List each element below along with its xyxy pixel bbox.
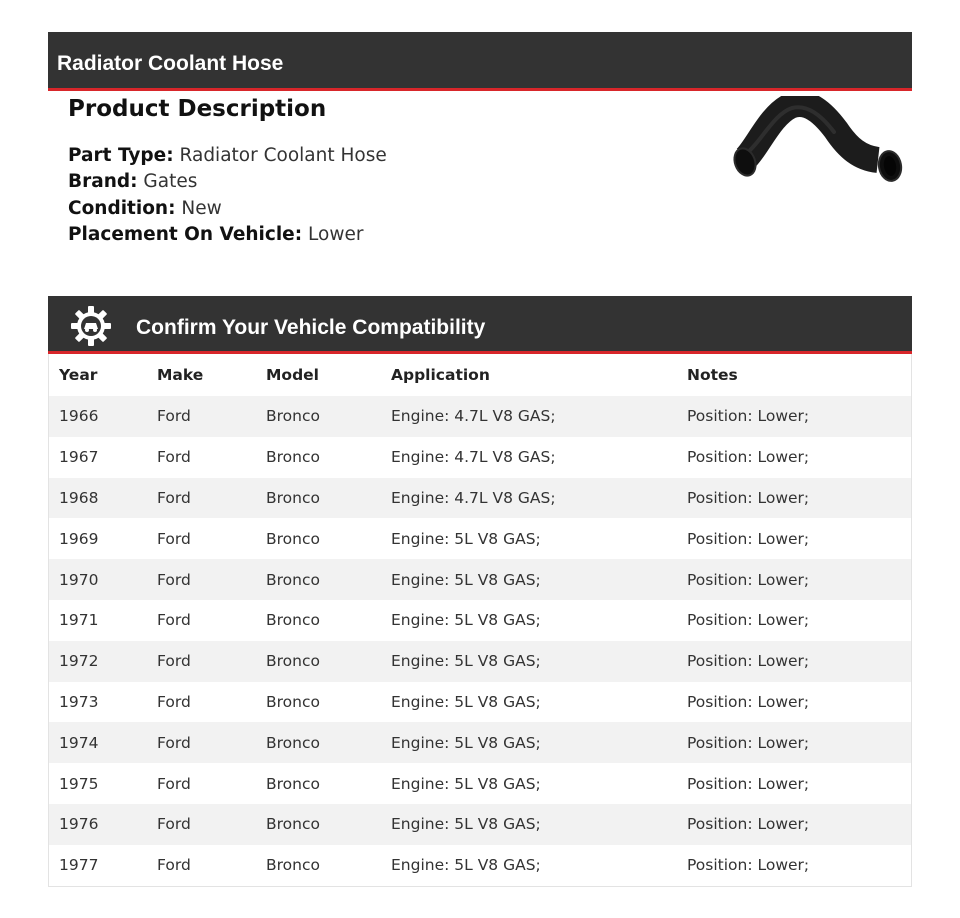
spec-value: Gates: [143, 171, 198, 193]
cell-make: Ford: [157, 448, 191, 467]
cell-application: Engine: 5L V8 GAS;: [391, 529, 541, 548]
spec-value: Lower: [308, 223, 364, 245]
cell-application: Engine: 4.7L V8 GAS;: [381, 478, 677, 519]
table-row: [49, 722, 911, 763]
cell-make: Ford: [157, 692, 191, 711]
cell-notes: Position: Lower;: [687, 448, 810, 467]
cell-application: Engine: 5L V8 GAS;: [381, 804, 677, 845]
cell-model: Bronco: [266, 774, 320, 793]
cell-notes: Position: Lower;: [687, 611, 810, 630]
table-row: [49, 478, 911, 519]
cell-year: 1968: [49, 478, 147, 519]
cell-make: Ford: [147, 396, 256, 437]
cell-application: Engine: 5L V8 GAS;: [391, 692, 541, 711]
cell-model: Bronco: [256, 722, 381, 763]
column-header-notes: Notes: [687, 366, 738, 384]
cell-notes: Position: Lower;: [687, 529, 810, 548]
cell-make: Ford: [157, 529, 191, 548]
cell-notes: Position: Lower;: [677, 722, 911, 763]
compatibility-bar: [48, 296, 912, 354]
table-row: [49, 763, 911, 804]
cell-model: Bronco: [266, 611, 320, 630]
cell-make: Ford: [147, 478, 256, 519]
cell-make: Ford: [147, 641, 256, 682]
cell-make: Ford: [147, 804, 256, 845]
table-row: [49, 682, 911, 723]
cell-application: Engine: 5L V8 GAS;: [391, 856, 541, 875]
spec-label: Condition:: [68, 197, 176, 219]
cell-year: 1972: [49, 641, 147, 682]
cell-model: Bronco: [256, 478, 381, 519]
table-row: [49, 804, 911, 845]
spec-condition: [68, 196, 387, 222]
cell-year: 1970: [49, 559, 147, 600]
column-header-application: Application: [391, 366, 490, 384]
spec-value: New: [181, 197, 222, 219]
table-row: [49, 559, 911, 600]
cell-model: Bronco: [266, 448, 320, 467]
table-row: [49, 518, 911, 559]
cell-model: Bronco: [256, 641, 381, 682]
cell-application: Engine: 5L V8 GAS;: [391, 611, 541, 630]
product-description: [68, 96, 387, 248]
cell-notes: Position: Lower;: [677, 641, 911, 682]
table-row: [49, 641, 911, 682]
cell-make: Ford: [147, 722, 256, 763]
radiator-hose-image: [728, 96, 908, 188]
cell-make: Ford: [157, 774, 191, 793]
cell-year: 1966: [49, 396, 147, 437]
cell-notes: Position: Lower;: [687, 856, 810, 875]
spec-label: Brand:: [68, 171, 138, 193]
spec-part-type: [68, 143, 387, 169]
description-heading: Product Description: [68, 96, 327, 122]
cell-year: 1969: [59, 529, 99, 548]
cell-make: Ford: [157, 611, 191, 630]
cell-application: Engine: 5L V8 GAS;: [391, 774, 541, 793]
cell-notes: Position: Lower;: [687, 774, 810, 793]
compatibility-table: [48, 354, 912, 887]
cell-notes: Position: Lower;: [677, 804, 911, 845]
table-row: [49, 396, 911, 437]
spec-value: Radiator Coolant Hose: [179, 145, 387, 166]
cell-year: 1967: [59, 448, 99, 467]
cell-year: 1977: [59, 856, 99, 875]
cell-notes: Position: Lower;: [677, 478, 911, 519]
cell-model: Bronco: [256, 804, 381, 845]
cell-year: 1971: [59, 611, 99, 630]
product-title: Radiator Coolant Hose: [57, 52, 284, 75]
cell-model: Bronco: [266, 692, 320, 711]
table-header-row: [49, 354, 911, 396]
gear-car-icon: [70, 305, 112, 347]
compatibility-title: Confirm Your Vehicle Compatibility: [136, 316, 486, 339]
table-row: [49, 600, 911, 641]
cell-year: 1974: [49, 722, 147, 763]
cell-notes: Position: Lower;: [687, 692, 810, 711]
cell-model: Bronco: [266, 529, 320, 548]
spec-label: Part Type:: [68, 145, 174, 166]
spec-label: Placement On Vehicle:: [68, 223, 303, 245]
spec-placement: [68, 222, 387, 248]
cell-model: Bronco: [256, 559, 381, 600]
cell-application: Engine: 4.7L V8 GAS;: [381, 396, 677, 437]
cell-make: Ford: [147, 559, 256, 600]
column-header-model: Model: [266, 366, 319, 384]
cell-notes: Position: Lower;: [677, 396, 911, 437]
spec-brand: [68, 169, 387, 195]
column-header-make: Make: [157, 366, 204, 384]
spec-list: [68, 143, 387, 248]
column-header-year: Year: [59, 366, 98, 384]
cell-notes: Position: Lower;: [677, 559, 911, 600]
product-title-bar: [48, 32, 912, 91]
cell-application: Engine: 5L V8 GAS;: [381, 722, 677, 763]
cell-year: 1975: [59, 774, 99, 793]
table-row: [49, 845, 911, 886]
cell-application: Engine: 5L V8 GAS;: [381, 559, 677, 600]
cell-model: Bronco: [256, 396, 381, 437]
cell-application: Engine: 5L V8 GAS;: [381, 641, 677, 682]
cell-make: Ford: [157, 856, 191, 875]
table-row: [49, 437, 911, 478]
cell-year: 1973: [59, 692, 99, 711]
cell-model: Bronco: [266, 856, 320, 875]
cell-application: Engine: 4.7L V8 GAS;: [391, 448, 556, 467]
cell-year: 1976: [49, 804, 147, 845]
